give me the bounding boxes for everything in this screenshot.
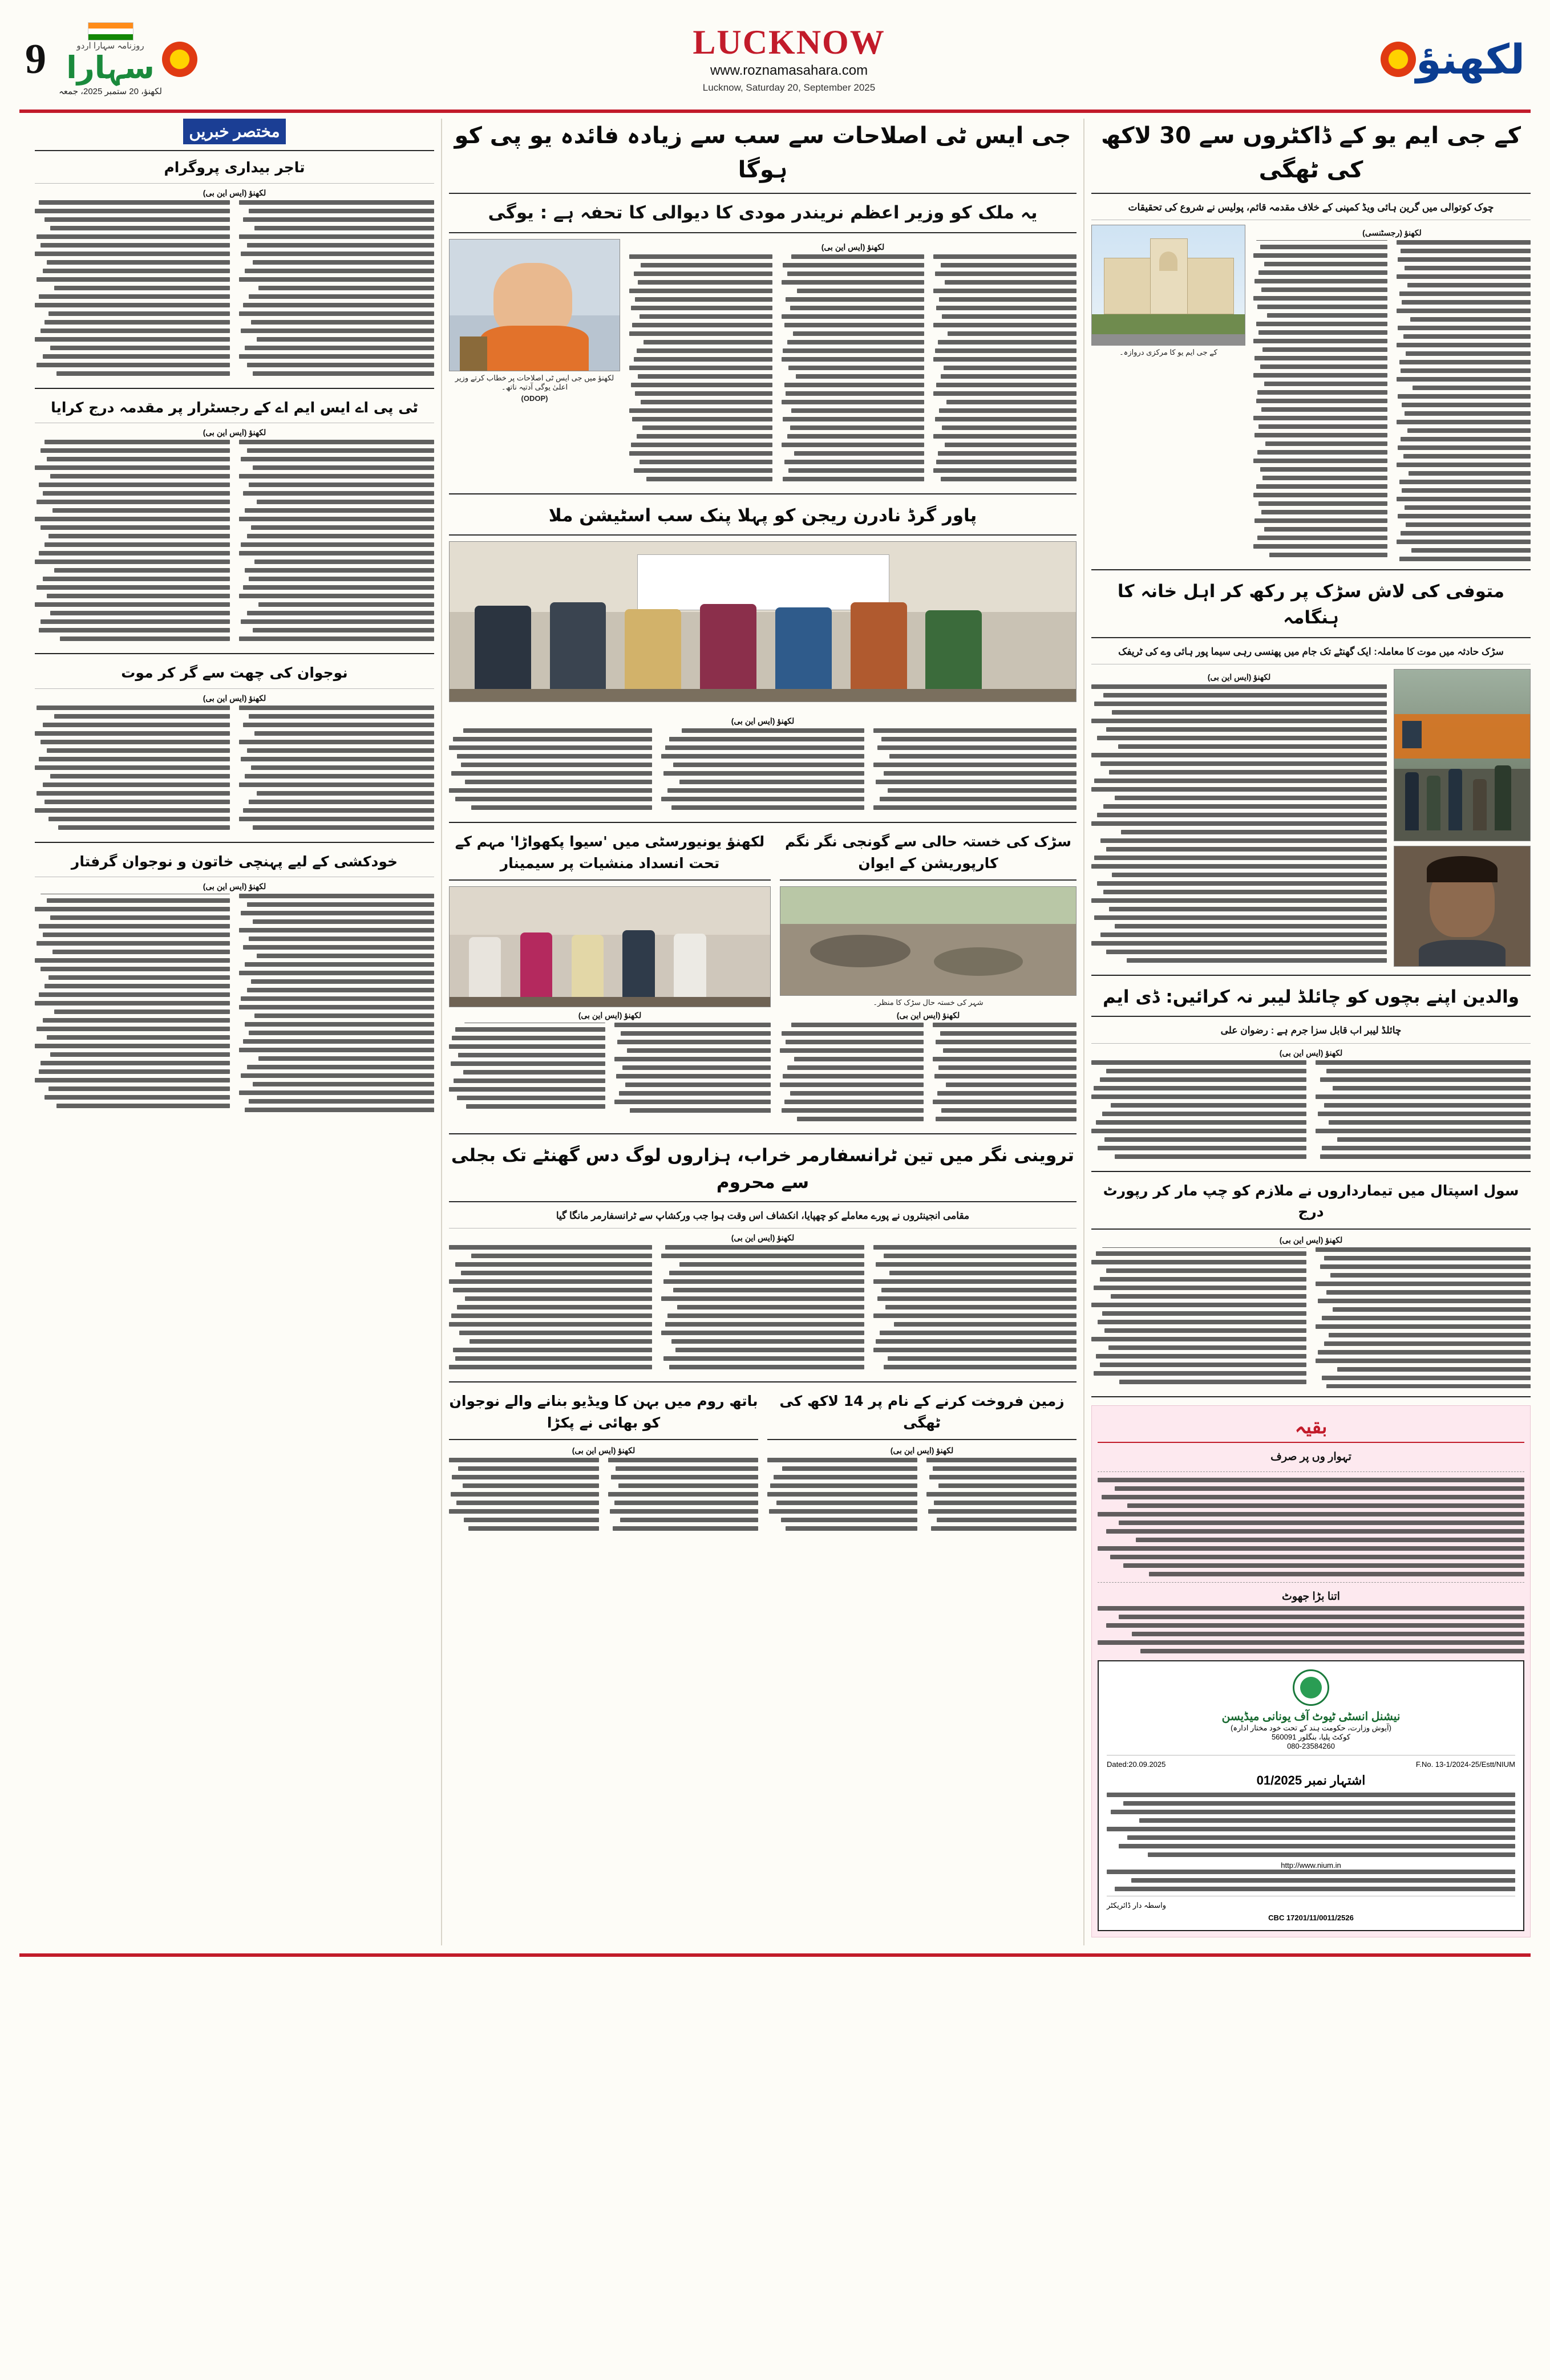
nium-logo-icon bbox=[1293, 1669, 1329, 1706]
divider bbox=[35, 653, 434, 654]
masthead-left bbox=[25, 22, 162, 96]
story-lu-seminar bbox=[449, 831, 771, 1125]
divider bbox=[1091, 1396, 1531, 1397]
ad-footer-note: واسطہ دار ڈائریکٹر bbox=[1107, 1900, 1167, 1909]
newspaper-logo bbox=[59, 22, 162, 96]
story-subhead: چائلڈ لیبر اب قابل سزا جرم ہے : رضوان علی bbox=[1220, 1025, 1402, 1036]
story-kgmu-fraud bbox=[1091, 119, 1531, 561]
story-pink-substation bbox=[449, 502, 1076, 814]
story-headline: متوفی کی لاش سڑک پر رکھ کر اہل خانہ کا ہنگامہ bbox=[1117, 581, 1505, 629]
story-subhead: سڑک حادثہ میں موت کا معاملہ: ایک گھنٹے تک جام میں پھنسی رہی سیما پور ہائی وے کی ٹریفک bbox=[1118, 646, 1504, 657]
brief-byline: لکھنؤ (ایس این بی) bbox=[203, 188, 266, 197]
ad-org-name: نیشنل انسٹی ٹیوٹ آف یونانی میڈیسن bbox=[1221, 1710, 1401, 1723]
photo-caption: لکھنؤ میں جی ایس ٹی اصلاحات پر خطاب کرتے وزیر اعلیٰ یوگی آدتیہ ناتھ۔ bbox=[455, 373, 614, 391]
story-body bbox=[449, 1023, 771, 1113]
footer-rule bbox=[19, 1953, 1531, 1957]
logo-tagline: روزنامہ سہارا اردو bbox=[76, 40, 144, 51]
brief-news-item-3 bbox=[35, 662, 434, 834]
photo-inauguration bbox=[449, 541, 1076, 702]
baqiya-body-1 bbox=[1098, 1478, 1524, 1576]
story-body bbox=[449, 1245, 1076, 1373]
section-label-brief-news: مختصر خبریں bbox=[183, 119, 285, 144]
brief-news-item-1 bbox=[35, 157, 434, 380]
divider bbox=[35, 150, 434, 151]
story-subhead: مقامی انجینئروں نے پورے معاملے کو چھپایا، انکشاف اس وقت ہوا جب ورکشاپ سے ٹرانسفارمر مانگا گیا bbox=[556, 1210, 970, 1221]
brief-news-item-4 bbox=[35, 851, 434, 1112]
divider bbox=[449, 1381, 1076, 1382]
city-title: LUCKNOW bbox=[693, 23, 885, 61]
story-byline: لکھنؤ (ایس این بی) bbox=[572, 1446, 636, 1455]
photo-caption bbox=[449, 704, 1076, 713]
logo-urdu-title: سہارا bbox=[66, 50, 155, 86]
story-body bbox=[1091, 1060, 1531, 1163]
divider bbox=[1098, 1471, 1524, 1472]
column-left-brief-news bbox=[35, 119, 434, 1945]
brief-body bbox=[35, 200, 434, 380]
story-subhead: چوک کوتوالی میں گرین ہائی ویڈ کمپنی کے خلاف مقدمہ قائم، پولیس نے شروع کی تحقیقات bbox=[1128, 202, 1494, 213]
divider bbox=[1098, 1582, 1524, 1583]
story-byline: لکھنؤ (رجسٹنسی) bbox=[1362, 228, 1422, 238]
divider bbox=[449, 822, 1076, 823]
story-gst-reforms bbox=[449, 119, 1076, 485]
ad-phone: 080-23584260 bbox=[1287, 1741, 1335, 1750]
divider bbox=[449, 1439, 758, 1440]
ad-date: Dated:20.09.2025 bbox=[1107, 1759, 1166, 1769]
divider bbox=[449, 534, 1076, 536]
baqiya-item-title-1: تہوار وں پر صرف bbox=[1270, 1451, 1351, 1463]
story-headline: زمین فروخت کرنے کے نام پر 14 لاکھ کی ٹھگی bbox=[779, 1393, 1065, 1431]
ad-cbc-code: CBC 17201/11/0011/2526 bbox=[1268, 1913, 1354, 1922]
column-divider bbox=[1083, 119, 1084, 1945]
story-byline: لکھنؤ (ایس این بی) bbox=[1207, 672, 1271, 682]
story-headline: تروینی نگر میں تین ٹرانسفارمر خراب، ہزاروں لوگ دس گھنٹے تک بجلی سے محروم bbox=[451, 1145, 1075, 1193]
ad-body bbox=[1107, 1793, 1515, 1857]
city-title-urdu: لکھنؤ bbox=[1416, 35, 1525, 83]
divider bbox=[1091, 975, 1531, 976]
story-headline: جی ایس ٹی اصلاحات سے سب سے زیادہ فائدہ یو پی کو ہوگا bbox=[454, 123, 1071, 183]
brief-headline: ٹی پی اے ایس ایم اے کے رجسٹرار پر مقدمہ درج کرایا bbox=[51, 399, 418, 416]
section-baqiya bbox=[1091, 1405, 1531, 1937]
photo-victim-portrait bbox=[1394, 846, 1531, 967]
divider bbox=[1091, 193, 1531, 194]
divider bbox=[449, 193, 1076, 194]
story-hospital-assault bbox=[1091, 1180, 1531, 1389]
divider bbox=[449, 232, 1076, 233]
story-video-brother bbox=[449, 1390, 758, 1535]
story-byline: لکھنؤ (ایس این بی) bbox=[1279, 1235, 1343, 1244]
photo-caption: کے جی ایم یو کا مرکزی دروازہ۔ bbox=[1119, 348, 1217, 357]
photo-crowd-road bbox=[1394, 669, 1531, 841]
story-byline: لکھنؤ (ایس این بی) bbox=[821, 242, 885, 252]
baqiya-item-title-2: اتنا بڑا جھوٹ bbox=[1282, 1591, 1340, 1603]
story-byline: لکھنؤ (ایس این بی) bbox=[731, 716, 795, 725]
story-body bbox=[780, 1023, 1076, 1125]
brief-headline: تاجر بیداری پروگرام bbox=[164, 159, 305, 176]
ad-website[interactable]: http://www.nium.in bbox=[1281, 1860, 1341, 1870]
divider bbox=[780, 879, 1076, 881]
story-body bbox=[1253, 240, 1531, 561]
sun-icon-left bbox=[162, 42, 197, 77]
flag-icon bbox=[88, 22, 133, 40]
story-transformer-outage bbox=[449, 1142, 1076, 1373]
photo-caption: شہر کی خستہ حال سڑک کا منظر۔ bbox=[873, 998, 984, 1007]
story-body bbox=[1091, 1247, 1531, 1389]
divider bbox=[449, 1201, 1076, 1202]
ad-body-2 bbox=[1107, 1870, 1515, 1891]
divider bbox=[35, 388, 434, 389]
divider bbox=[1091, 1171, 1531, 1172]
story-child-labour bbox=[1091, 984, 1531, 1163]
column-divider bbox=[441, 119, 442, 1945]
story-headline: لکھنؤ یونیورسٹی میں 'سیوا پکھواڑا' مہم کے تحت انسداد منشیات پر سیمینار bbox=[455, 833, 765, 871]
story-body bbox=[629, 254, 1076, 485]
advertisement-nium bbox=[1098, 1660, 1524, 1931]
brief-byline: لکھنؤ (ایس این بی) bbox=[203, 428, 266, 437]
divider bbox=[1091, 1016, 1531, 1017]
masthead-center bbox=[197, 25, 1381, 94]
story-headline: کے جی ایم یو کے ڈاکٹروں سے 30 لاکھ کی ٹھگی bbox=[1101, 123, 1521, 183]
story-land-fraud bbox=[767, 1390, 1076, 1535]
story-subhead: یہ ملک کو وزیر اعظم نریندر مودی کا دیوالی کا تحفہ ہے : یوگی bbox=[488, 202, 1038, 223]
masthead bbox=[19, 16, 1531, 113]
story-byline: لکھنؤ (ایس این بی) bbox=[578, 1011, 642, 1020]
odop-tag: (ODOP) bbox=[521, 394, 548, 403]
story-headline: والدین اپنے بچوں کو چائلڈ لیبر نہ کرائیں: ڈی ایم bbox=[1102, 986, 1520, 1007]
divider bbox=[449, 879, 771, 881]
masthead-right bbox=[1416, 35, 1525, 83]
story-byline: لکھنؤ (ایس این بی) bbox=[896, 1011, 960, 1020]
sun-icon-right bbox=[1381, 42, 1416, 77]
column-right bbox=[1091, 119, 1531, 1945]
story-byline: لکھنؤ (ایس این بی) bbox=[890, 1446, 954, 1455]
brief-headline: خودکشی کے لیے پہنچی خاتون و نوجوان گرفتار bbox=[71, 853, 398, 870]
divider bbox=[449, 493, 1076, 494]
story-byline: لکھنؤ (ایس این بی) bbox=[731, 1233, 795, 1243]
brief-byline: لکھنؤ (ایس این بی) bbox=[203, 882, 266, 891]
story-body bbox=[449, 728, 1076, 814]
page-number: 9 bbox=[25, 35, 46, 83]
section-title: بقیہ bbox=[1098, 1412, 1524, 1443]
photo-yogi-adityanath bbox=[449, 239, 620, 371]
edition-line: Lucknow, Saturday 20, September 2025 bbox=[702, 82, 876, 93]
story-body bbox=[1091, 684, 1387, 963]
story-headline: سول اسپتال میں تیمارداروں نے ملازم کو چپ مار کر رپورٹ درج bbox=[1103, 1182, 1519, 1221]
divider bbox=[1091, 569, 1531, 570]
ad-address: کوکٹ پلیا، بنگلور 560091 bbox=[1271, 1732, 1351, 1741]
story-headline: سڑک کی خستہ حالی سے گونجی نگر نگم کارپوریشن کے ایوان bbox=[784, 833, 1072, 871]
story-body bbox=[449, 1458, 758, 1535]
website-url: www.roznamasahara.com bbox=[710, 63, 868, 78]
column-middle bbox=[449, 119, 1076, 1945]
ad-file-no: F.No. 13-1/2024-25/Estt/NIUM bbox=[1415, 1759, 1515, 1769]
photo-broken-road bbox=[780, 886, 1076, 996]
divider bbox=[1091, 1043, 1531, 1044]
photo-kgmu-gate bbox=[1091, 225, 1245, 346]
divider bbox=[35, 688, 434, 689]
divider bbox=[35, 183, 434, 184]
story-byline: لکھنؤ (ایس این بی) bbox=[1279, 1048, 1343, 1057]
brief-body bbox=[35, 894, 434, 1112]
story-headline: باتھ روم میں بہن کا ویڈیو بنانے والے نوجوان کو بھائی نے پکڑا bbox=[449, 1393, 758, 1431]
story-headline: پاور گرڈ نادرن ریجن کو پہلا پنک سب اسٹیشن ملا bbox=[548, 505, 977, 526]
story-body bbox=[767, 1458, 1076, 1535]
divider bbox=[449, 1133, 1076, 1134]
photo-seminar-stage bbox=[449, 886, 771, 1007]
divider bbox=[1091, 637, 1531, 638]
row-bottom-stories bbox=[449, 1390, 1076, 1535]
brief-body bbox=[35, 706, 434, 834]
logo-date: لکھنؤ، 20 ستمبر 2025، جمعہ bbox=[59, 86, 163, 96]
ad-ministry: (آیوش وزارت، حکومت ہند کے تحت خود مختار ادارہ) bbox=[1231, 1723, 1391, 1732]
row-road-seminar bbox=[449, 831, 1076, 1125]
brief-body bbox=[35, 440, 434, 645]
story-corpse-protest bbox=[1091, 578, 1531, 967]
ad-notice-no: اشتہار نمبر 01/2025 bbox=[1256, 1773, 1366, 1787]
story-road-condition bbox=[780, 831, 1076, 1125]
page-body bbox=[19, 119, 1531, 1945]
baqiya-body-2 bbox=[1098, 1606, 1524, 1653]
brief-news-item-2 bbox=[35, 397, 434, 646]
brief-headline: نوجوان کی چھت سے گر کر موت bbox=[121, 664, 348, 681]
brief-byline: لکھنؤ (ایس این بی) bbox=[203, 693, 266, 703]
divider bbox=[35, 842, 434, 843]
divider bbox=[767, 1439, 1076, 1440]
divider bbox=[1091, 1228, 1531, 1230]
